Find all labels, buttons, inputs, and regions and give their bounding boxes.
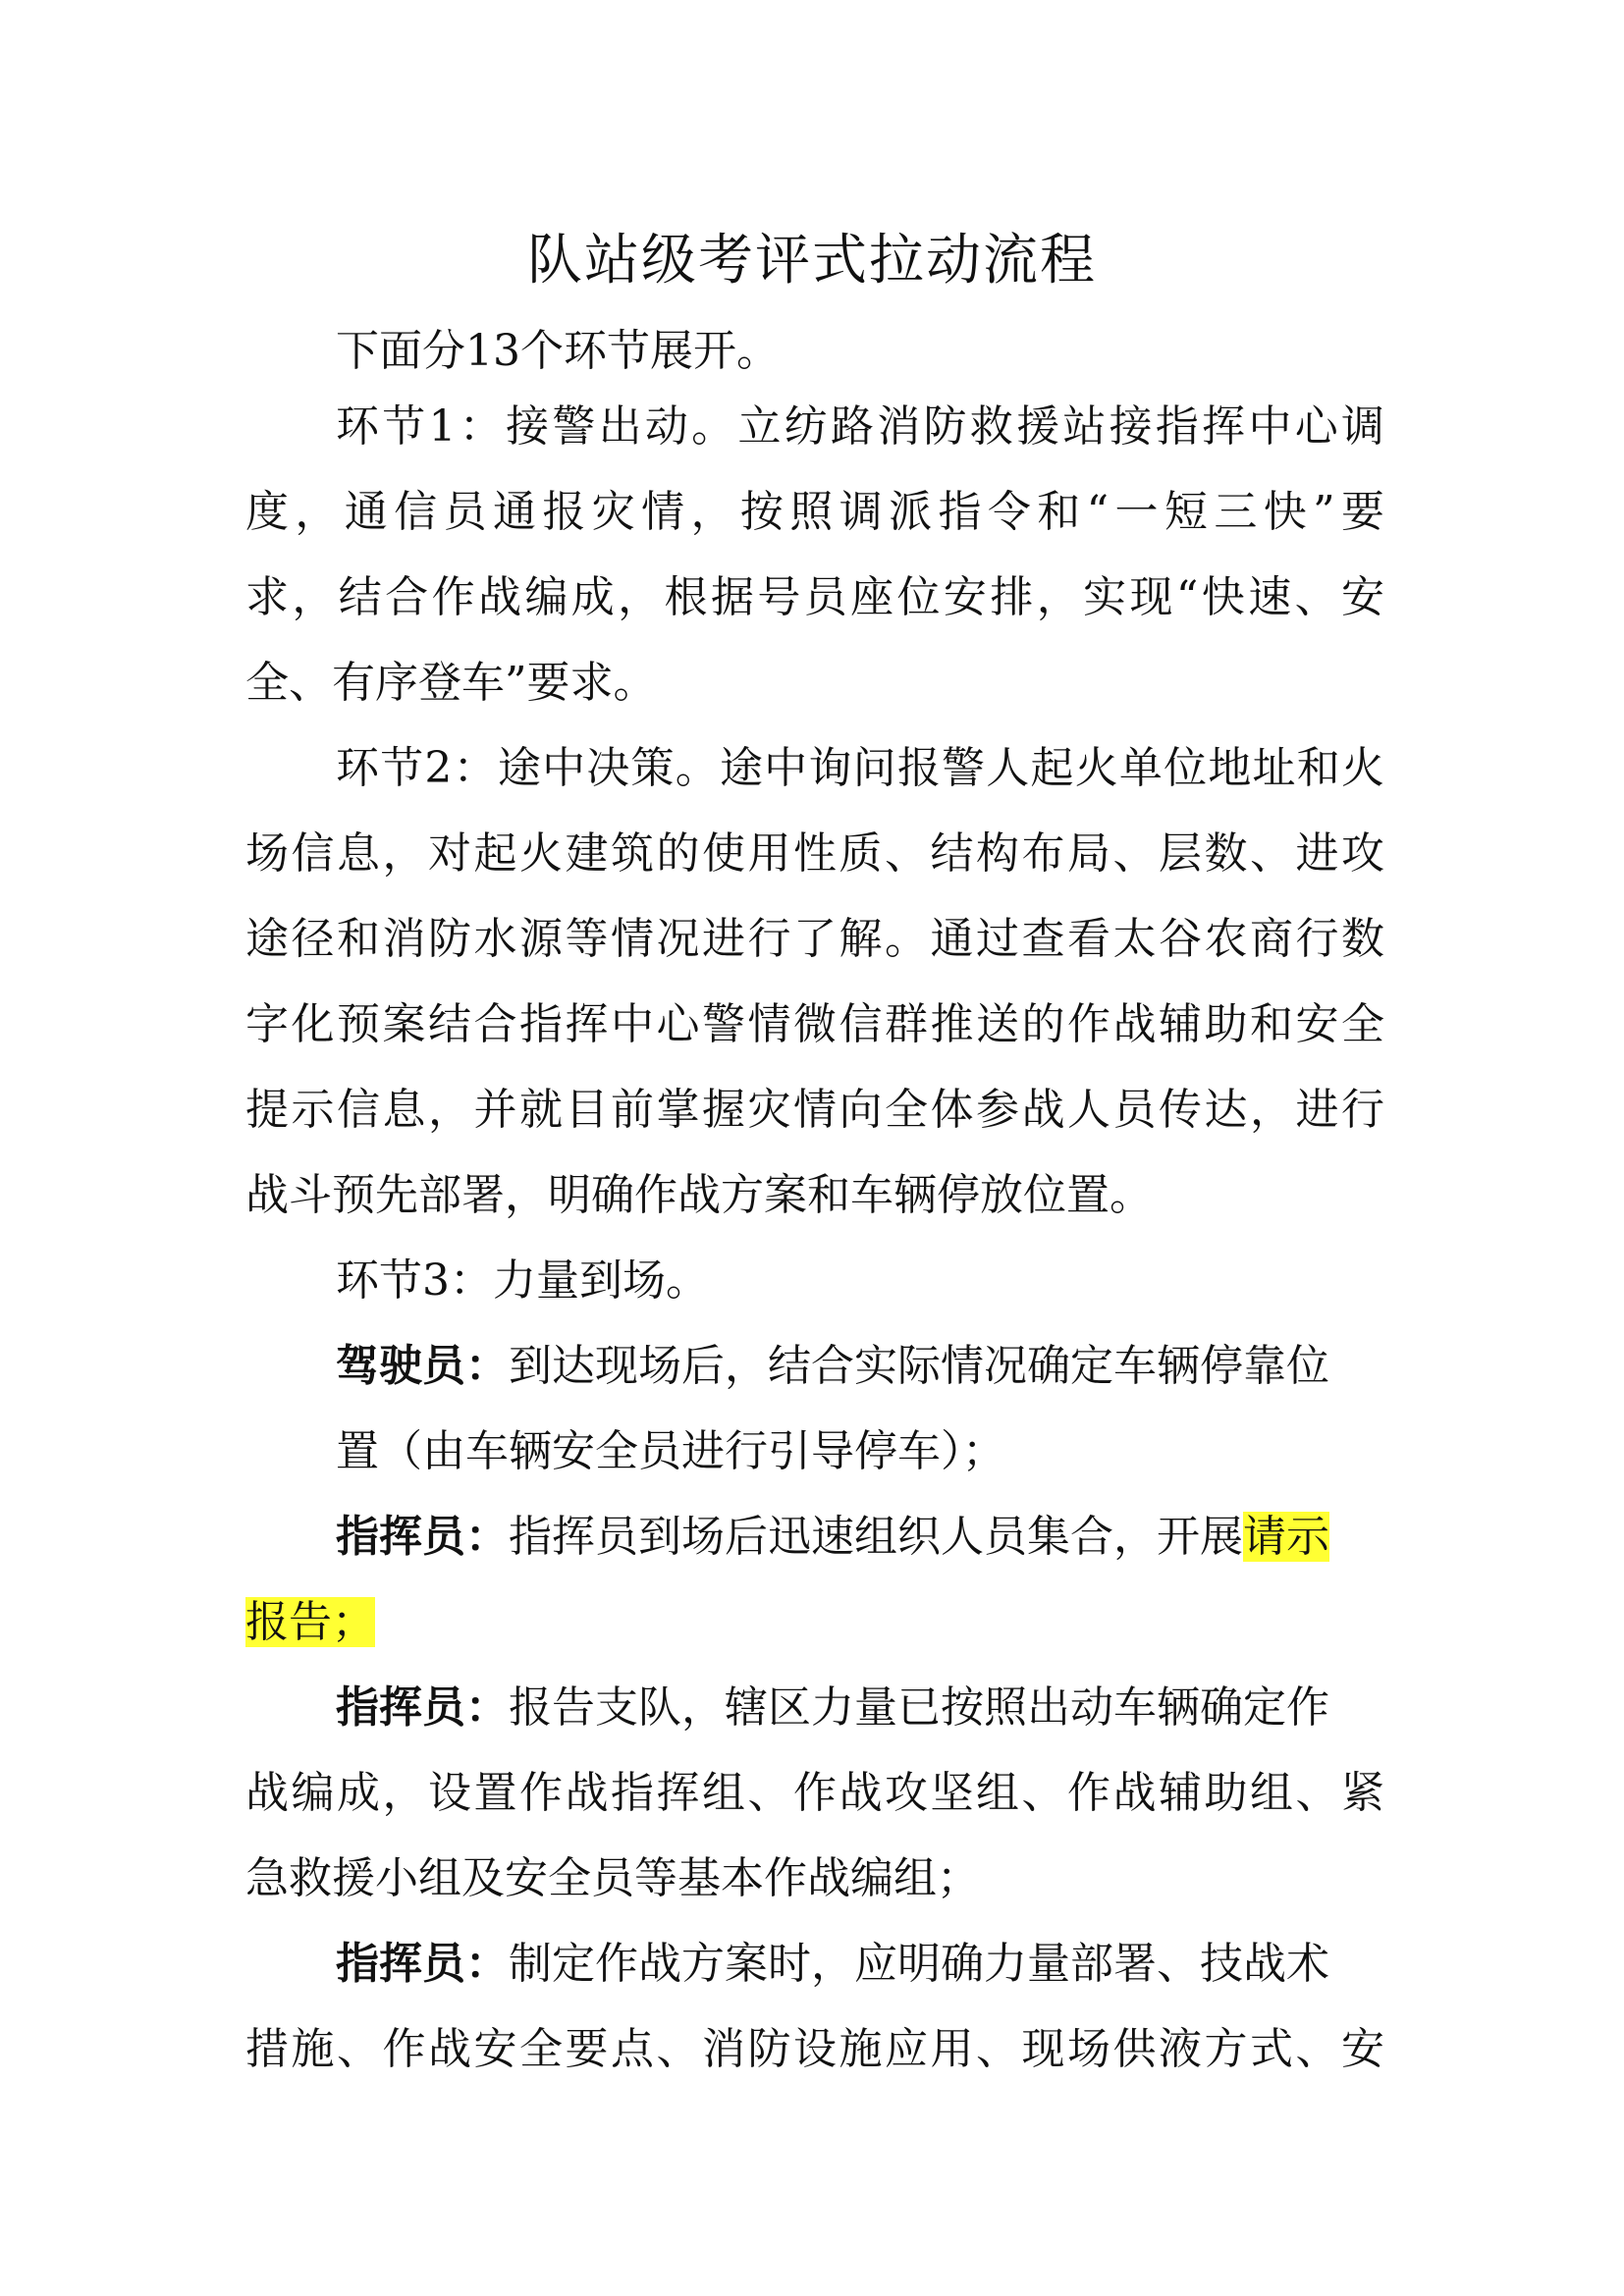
step1-line-3: 求，结合作战编成，根据号员座位安排，实现“快速、安	[245, 572, 1384, 622]
commander-report-line-3: 急救援小组及安全员等基本作战编组；	[245, 1853, 980, 1903]
commander-report-line-2: 战编成，设置作战指挥组、作战攻坚组、作战辅助组、紧	[245, 1768, 1384, 1818]
driver-text: 到达现场后，结合实际情况确定车辆停靠位	[509, 1341, 1329, 1391]
driver-line-1	[336, 1337, 1384, 1396]
commander-label: 指挥员：	[336, 1682, 509, 1733]
commander-label: 指挥员：	[336, 1939, 509, 1989]
step2-line-6: 战斗预先部署，明确作战方案和车辆停放位置。	[245, 1170, 1153, 1220]
step2-line-1: 环节2：途中决策。途中询问报警人起火单位地址和火	[336, 743, 1384, 793]
commander-label: 指挥员：	[336, 1512, 509, 1562]
intro-line: 下面分13个环节展开。	[336, 326, 780, 376]
step1-line-4: 全、有序登车”要求。	[245, 658, 657, 708]
step2-line-4: 字化预案结合指挥中心警情微信群推送的作战辅助和安全	[245, 999, 1384, 1049]
commander-line-2	[245, 1593, 1384, 1652]
commander-plan-line-1	[336, 1935, 1384, 1994]
highlighted-text-continued: 报告；	[245, 1597, 375, 1647]
commander-report-line-1	[336, 1679, 1384, 1737]
step1-line-2: 度，通信员通报灾情，按照调派指令和“一短三快”要	[245, 487, 1384, 537]
commander-report-text: 报告支队，辖区力量已按照出动车辆确定作	[509, 1682, 1329, 1733]
commander-text: 指挥员到场后迅速组织人员集合，开展	[509, 1512, 1243, 1562]
driver-line-2: 置（由车辆安全员进行引导停车）；	[336, 1426, 1005, 1476]
commander-plan-text: 制定作战方案时，应明确力量部署、技战术	[509, 1939, 1329, 1989]
document-title: 队站级考评式拉动流程	[527, 229, 1097, 293]
commander-line-1	[336, 1508, 1384, 1567]
highlighted-text: 请示	[1243, 1512, 1329, 1562]
step1-line-1: 环节1：接警出动。立纺路消防救援站接指挥中心调	[336, 401, 1384, 452]
step2-line-5: 提示信息，并就目前掌握灾情向全体参战人员传达，进行	[245, 1085, 1384, 1135]
commander-plan-line-2: 措施、作战安全要点、消防设施应用、现场供液方式、安	[245, 2024, 1384, 2074]
step2-line-2: 场信息，对起火建筑的使用性质、结构布局、层数、进攻	[245, 828, 1384, 879]
step3-heading: 环节3：力量到场。	[336, 1255, 709, 1306]
driver-label: 驾驶员：	[336, 1341, 509, 1391]
step2-line-3: 途径和消防水源等情况进行了解。通过查看太谷农商行数	[245, 914, 1384, 964]
